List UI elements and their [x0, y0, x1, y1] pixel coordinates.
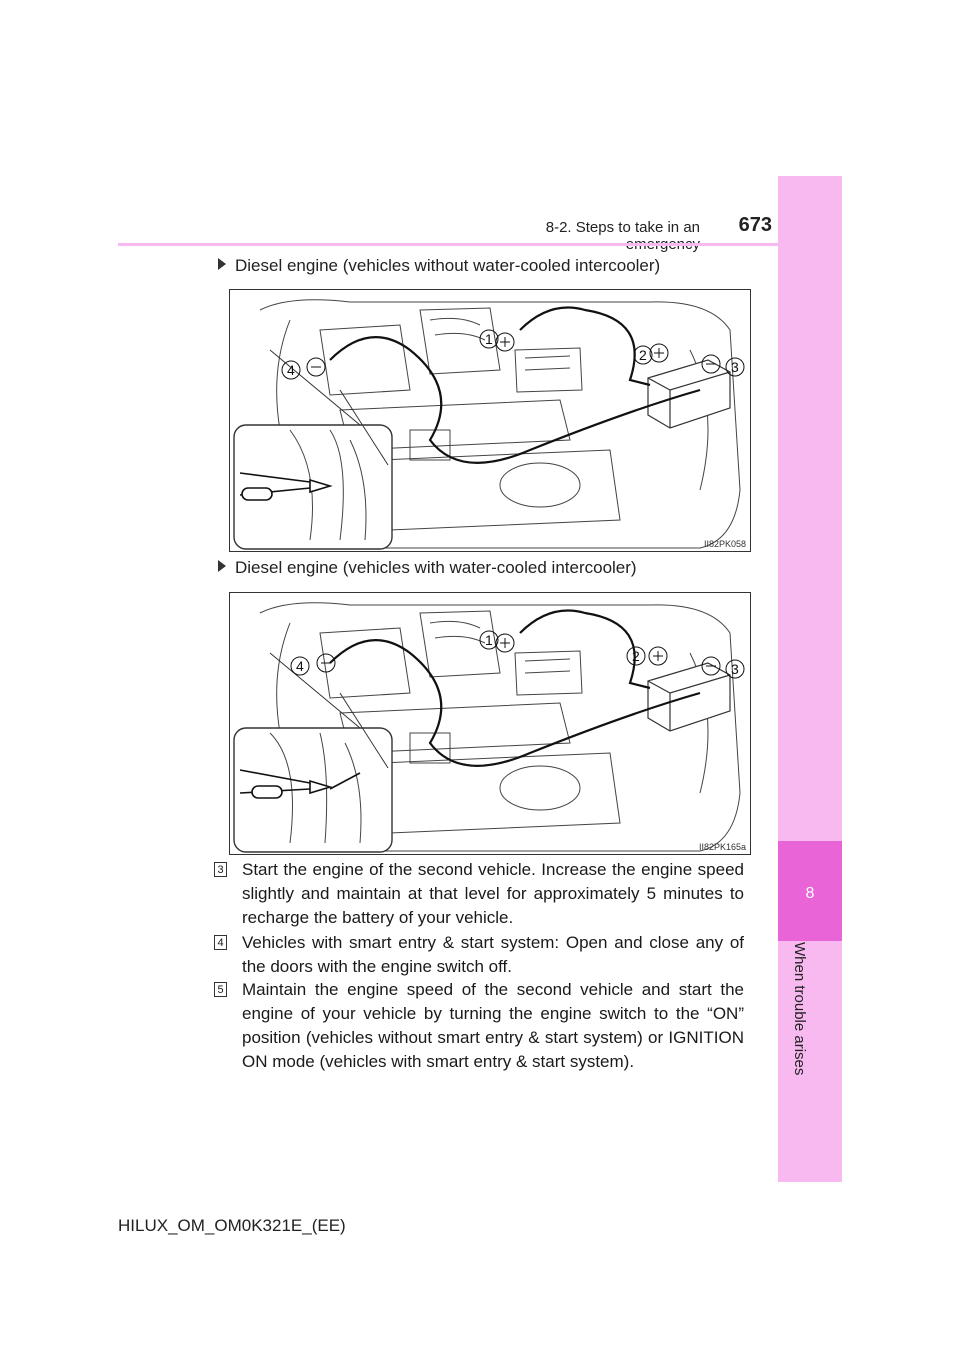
figure-2-jump-start-diagram: [229, 592, 751, 855]
step-text: Vehicles with smart entry & start system: Open and close any of the doors with the engine switch off.: [242, 933, 744, 976]
step-text: Maintain the engine speed of the second vehicle and start the engine of your vehicle by turning the engine switch to the “ON” position (vehicles without smart entry & start system) or IGNITION ON mode (vehicles with smart entry & start system).: [242, 980, 744, 1071]
step-number-badge: 4: [214, 935, 227, 950]
figure-1-heading: [218, 256, 660, 276]
engine-bay-illustration: [230, 290, 751, 552]
callout-1: 1: [485, 632, 493, 648]
step-number-badge: 5: [214, 982, 227, 997]
step-4: [214, 931, 744, 979]
manual-code: HILUX_OM_OM0K321E_(EE): [118, 1216, 346, 1235]
callout-2: 2: [639, 347, 647, 363]
bullet-triangle-icon: [218, 560, 226, 572]
callout-4: 4: [287, 362, 295, 378]
figure-1-heading-text: Diesel engine (vehicles without water-cooled intercooler): [235, 256, 661, 275]
callout-4: 4: [296, 658, 304, 674]
callout-3: 3: [731, 661, 739, 677]
figure-2-heading: [218, 558, 637, 578]
section-title: 8-2. Steps to take in an: [545, 219, 700, 236]
bullet-triangle-icon: [218, 258, 226, 270]
step-5: [214, 978, 744, 1074]
chapter-title: When trouble arises: [791, 942, 808, 1076]
chapter-side-tab: [778, 176, 842, 1182]
step-3: [214, 858, 744, 930]
page-number: 673: [738, 214, 772, 236]
engine-bay-illustration: [230, 593, 751, 855]
callout-3: 3: [731, 359, 739, 375]
figure-2-heading-text: Diesel engine (vehicles with water-cooled intercooler): [235, 558, 637, 577]
figure-2-code: II82PK165a: [698, 842, 746, 852]
figure-1-jump-start-diagram: [229, 289, 751, 552]
callout-2: 2: [632, 648, 640, 664]
chapter-number: 8: [805, 885, 815, 902]
figure-1-code: II82PK058: [703, 539, 746, 549]
callout-1: 1: [485, 331, 493, 347]
header-divider: [118, 243, 778, 246]
step-text: Start the engine of the second vehicle. Increase the engine speed slightly and maintain at that level for approximately 5 minutes to recharge the battery of your vehicle.: [242, 860, 744, 927]
step-number-badge: 3: [214, 862, 227, 877]
